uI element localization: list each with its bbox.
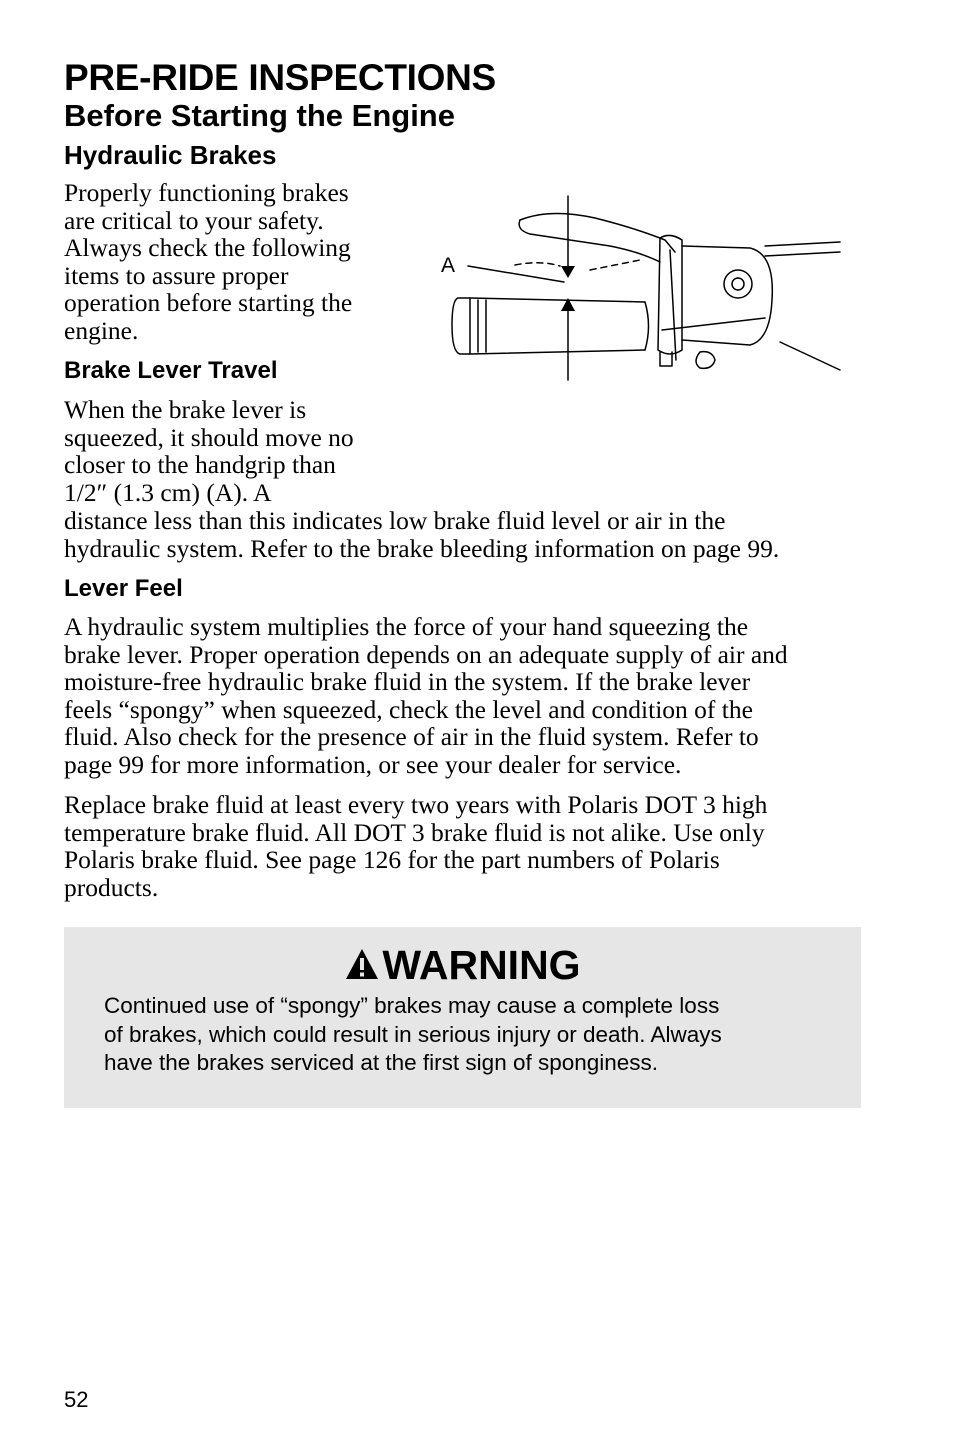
page-number: 52 xyxy=(64,1387,89,1412)
figure-label-a: A xyxy=(441,254,456,277)
text-line: hydraulic system. Refer to the brake bleeding information on page 99. xyxy=(64,533,780,563)
text-line: of brakes, which could result in serious injury or death. Always xyxy=(104,1021,722,1047)
warning-box xyxy=(64,927,861,1108)
text-line: closer to the handgrip than xyxy=(64,450,336,480)
text-line: 1/2″ (1.3 cm) (A). A xyxy=(64,477,272,507)
text-line: Always check the following xyxy=(64,233,351,263)
paragraph-lever-feel-1 xyxy=(64,613,894,779)
chapter-title: PRE-RIDE INSPECTIONS xyxy=(64,57,496,98)
warning-triangle-icon xyxy=(344,947,380,981)
text-line: have the brakes serviced at the first sign of sponginess. xyxy=(104,1050,659,1075)
subheading-brake-lever-travel: Brake Lever Travel xyxy=(64,357,278,384)
subheading-lever-feel: Lever Feel xyxy=(64,575,183,602)
text-line: distance less than this indicates low brake fluid level or air in the xyxy=(64,506,726,535)
text-line: products. xyxy=(64,872,159,902)
text-line: temperature brake fluid. All DOT 3 brake fluid is not alike. Use only xyxy=(64,817,765,847)
paragraph-lever-feel-2 xyxy=(64,791,894,901)
text-line: items to assure proper xyxy=(64,260,289,290)
text-line: Continued use of “spongy” brakes may cause a complete loss xyxy=(104,993,720,1018)
brake-lever-illustration xyxy=(420,190,860,390)
text-line: feels “spongy” when squeezed, check the level and condition of the xyxy=(64,694,753,724)
arrow-down-icon xyxy=(561,266,575,278)
text-line: fluid. Also check for the presence of air in the fluid system. Refer to xyxy=(64,722,759,752)
paragraph-brake-lever-travel-narrow xyxy=(64,396,394,506)
text-line: page 99 for more information, or see your dealer for service. xyxy=(64,749,682,779)
warning-title xyxy=(64,941,861,989)
text-line: are critical to your safety. xyxy=(64,205,324,235)
warning-title-text: WARNING xyxy=(382,942,581,988)
text-line: When the brake lever is xyxy=(64,395,307,424)
section-title: Before Starting the Engine xyxy=(64,98,455,133)
paragraph-brake-lever-travel-wide xyxy=(64,507,894,562)
text-line: moisture-free hydraulic brake fluid in the system. If the brake lever xyxy=(64,667,751,697)
text-line: engine. xyxy=(64,315,139,345)
text-line: Polaris brake fluid. See page 126 for the part numbers of Polaris xyxy=(64,845,720,875)
text-line: A hydraulic system multiplies the force of your hand squeezing the xyxy=(64,612,749,641)
text-line: operation before starting the xyxy=(64,288,353,318)
subheading-hydraulic-brakes: Hydraulic Brakes xyxy=(64,140,277,170)
text-line: Properly functioning brakes xyxy=(64,178,349,207)
warning-text xyxy=(104,992,824,1078)
text-line: Replace brake fluid at least every two years with Polaris DOT 3 high xyxy=(64,790,768,819)
paragraph-hydraulic-brakes xyxy=(64,179,394,345)
text-line: squeezed, it should move no xyxy=(64,422,354,452)
text-line: brake lever. Proper operation depends on an adequate supply of air and xyxy=(64,639,788,669)
